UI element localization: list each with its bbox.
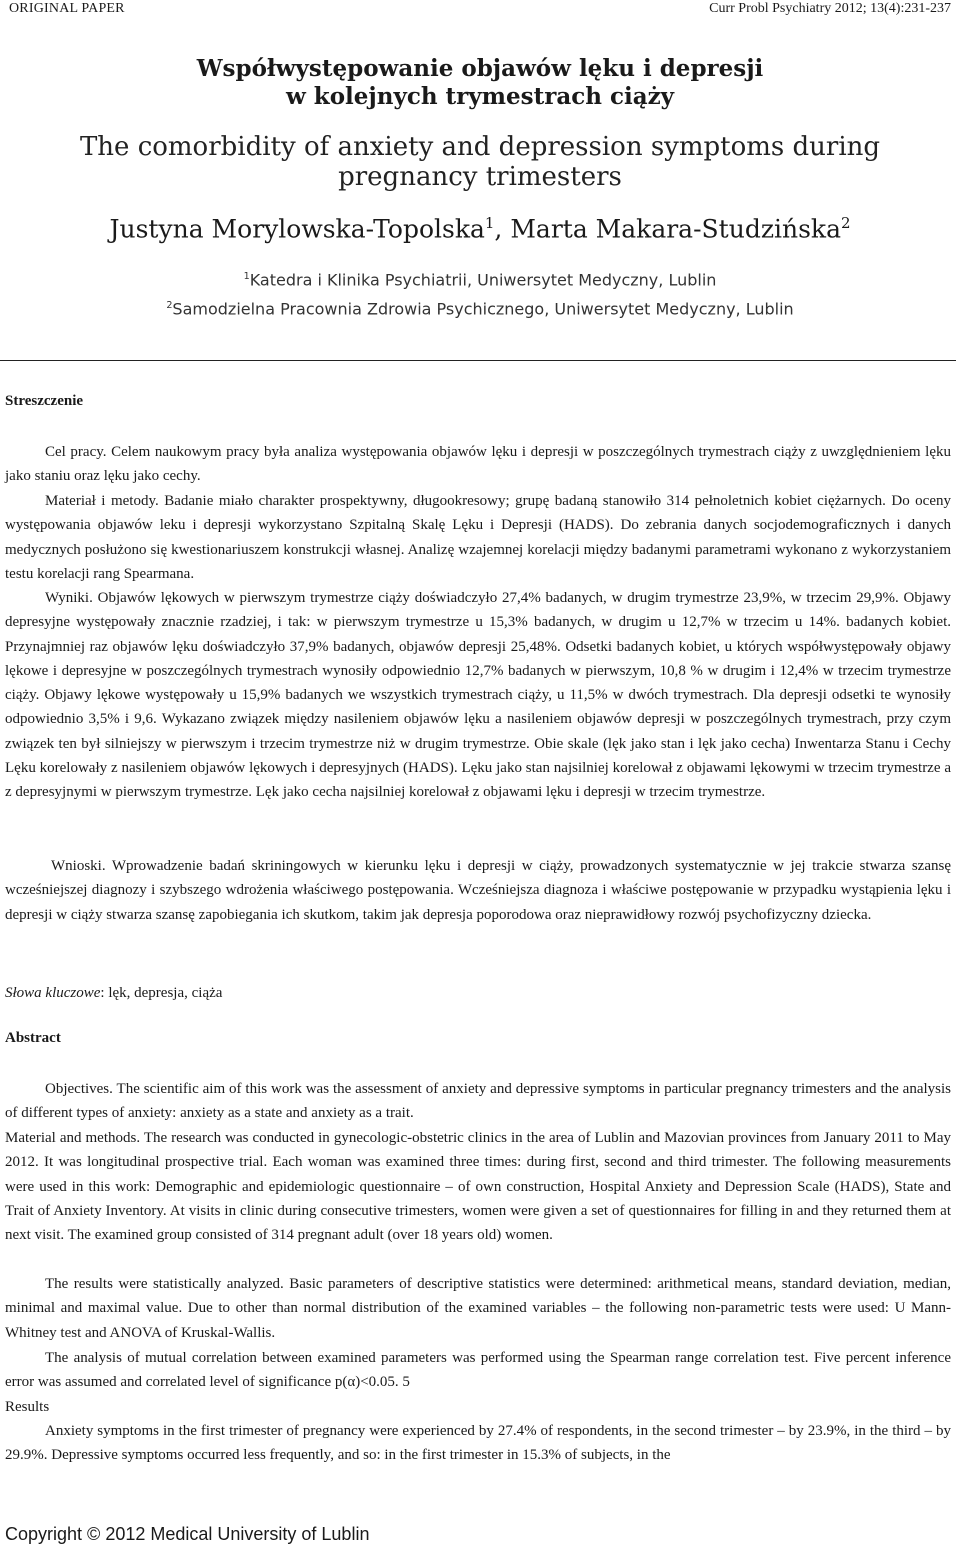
journal-citation: Curr Probl Psychiatry 2012; 13(4):231-237 xyxy=(709,1,951,16)
abstract-statistics-text: The results were statistically analyzed. Basic parameters of descriptive statistics were determined: arithmetical means, standard deviation, median, minimal and maximal value. Due to other than normal distribution of the examined variables – the following non-parametric tests were used: U Mann-Whitney test and ANOVA of Kruskal-Wallis. xyxy=(5,1276,951,1341)
copyright-icon: © xyxy=(87,1524,101,1544)
streszczenie-methods-text: Materiał i metody. Badanie miało charakter prospektywny, długookresowy; grupę badaną stanowiło 314 pełnoletnich kobiet ciężarnych. Do oceny występowania objawów leku i depresji wykorzystano Szpitalną Skalę Lęku i Depresji (HADS). Do zebrania danych socjodemograficznych i danych medycznych posłużono się kwestionariuszem konstrukcji własnej. Analizę wzajemnej korelacji między badanymi parametrami wykonano z wykorzystaniem testu korelacji rang Spearmana. xyxy=(5,493,951,582)
horizontal-divider xyxy=(0,360,956,361)
abstract-results-heading: Results xyxy=(5,1399,50,1415)
author-list xyxy=(0,208,960,244)
streszczenie-conclusions-paragraph xyxy=(5,854,951,927)
polish-title-line-2: w kolejnych trymestrach ciąży xyxy=(285,83,675,110)
polish-title xyxy=(0,55,960,111)
article-type-label: ORIGINAL PAPER xyxy=(9,1,125,16)
abstract-objectives-paragraph xyxy=(5,1077,951,1126)
abstract-methods-text: Material and methods. The research was conducted in gynecologic-obstetric clinics in the area of Lublin and Mazovian provinces from January 2011 to May 2012. It was longitudinal prospective trial. Each woman was examined three times: during first, second and third trimester. The following measurements were used in this work: Demographic and epidemiologic questionnaire – of own construction, Hospital Anxiety and Depression Scale (HADS), State and Trait of Anxiety Inventory. At visits in clinic during consecutive trimesters, women were given a set of questionnaires for filling in and they returned them at next visit. The examined group consisted of 314 pregnant adult (over 18 years old) women. xyxy=(5,1130,951,1244)
copyright-footer xyxy=(5,1524,369,1545)
streszczenie-conclusions-text: Wnioski. Wprowadzenie badań skriningowych w kierunku lęku i depresji w ciąży, prowadzonych systematycznie w jej trakcie stwarza szansę wcześniejszej diagnozy i szybszego wdrożenia właściwego postępowania. Wcześniejsza diagnoza i właściwe postępowanie w przypadku wystąpienia lęku i depresji w ciąży stwarza szansę zapobiegania ich skutkom, takim jak depresja poporodowa oraz nieprawidłowy rozwój psychofizyczny dziecka. xyxy=(5,858,951,923)
abstract-heading: Abstract xyxy=(5,1030,61,1046)
streszczenie-objective-paragraph xyxy=(5,440,951,489)
keywords-text: : lęk, depresja, ciąża xyxy=(100,985,223,1001)
polish-title-line-1: Współwystępowanie objawów lęku i depresji xyxy=(196,55,764,82)
abstract-methods-paragraph xyxy=(5,1126,951,1247)
abstract-statistics-paragraph xyxy=(5,1272,951,1345)
affiliation-1 xyxy=(0,264,960,293)
streszczenie-results-text: Wyniki. Objawów lękowych w pierwszym trymestrze ciąży doświadczyło 27,4% badanych, w drugim trymestrze 23,9%, w trzecim 29,9%. Objawy depresyjne występowały znacznie rzadziej, i tak: w pierwszym trymestrze u 15,3% badanych, w drugim u 12,7% w trzecim u 14%. badanych kobiet. Przynajmniej raz objawów lęku doświadczyło 37,9% badanych, objawów depresji 25,48%. Odsetki badanych kobiet, u których współwystępowały objawy lękowe i depresyjne w poszczególnych trymestrach wynosiły odpowiednio 12,7% badanych w pierwszym, 10,8 % w drugim i 12,4% w trzecim trymestrze ciąży. Objawy lękowe występowały u 15,9% badanych we wszystkich trymestrach ciąży, u 11,5% w dwóch trymestrach. Dla depresji odsetki te wynosiły odpowiednio 3,5% i 9,6. Wykazano związek między nasileniem objawów lęku a nasileniem objawów depresji w poszczególnych trymestrach, przy czym związek ten był silniejszy w pierwszym i trzecim trymestrze niż w drugim trymestrze. Obie skale (lęk jako stan i lęk jako cecha) Inwentarza Stanu i Cechy Lęku korelowały z nasileniem objawów lękowych i depresyjnych (HADS). Lęku jako stan najsilniej korelował z objawami lękowymi w trzecim trymestrze a z depresyjnymi w pierwszym trymestrze. Lęk jako cecha najsilniej korelował z objawami lęku i depresji w trzecim trymestrze. xyxy=(5,590,951,801)
streszczenie-results-paragraph xyxy=(5,586,951,805)
affiliation-2-text: Samodzielna Pracownia Zdrowia Psychicznego, Uniwersytet Medyczny, Lublin xyxy=(172,299,794,319)
keywords-label: Słowa kluczowe xyxy=(5,985,101,1001)
streszczenie-heading: Streszczenie xyxy=(5,393,84,409)
english-title-line-1: The comorbidity of anxiety and depression symptoms during xyxy=(79,132,881,162)
english-title xyxy=(0,132,960,192)
affiliation-1-marker: 1 xyxy=(243,271,250,282)
affiliation-2-marker: 2 xyxy=(166,300,173,312)
author-2-affiliation-marker: 2 xyxy=(840,214,851,232)
author-1-affiliation-marker: 1 xyxy=(484,214,495,232)
abstract-objectives-text: Objectives. The scientific aim of this work was the assessment of anxiety and depressive symptoms in particular pregnancy trimesters and the analysis of different types of anxiety: anxiety as a state and anxiety as a trait. xyxy=(5,1081,951,1122)
abstract-correlation-paragraph xyxy=(5,1346,951,1395)
author-2-name: Marta Makara-Studzińska xyxy=(510,214,841,244)
english-title-line-2: pregnancy trimesters xyxy=(338,162,622,192)
affiliation-1-text: Katedra i Klinika Psychiatrii, Uniwersytet Medyczny, Lublin xyxy=(249,270,717,290)
author-1-name: Justyna Morylowska-Topolska xyxy=(109,214,485,244)
author-separator: , xyxy=(494,214,511,244)
keywords-line xyxy=(5,981,951,1005)
copyright-suffix: 2012 Medical University of Lublin xyxy=(100,1524,370,1544)
abstract-results-text: Anxiety symptoms in the first trimester of pregnancy were experienced by 27.4% of respondents, in the second trimester – by 23.9%, in the third – by 29.9%. Depressive symptoms occurred less frequently, and so: in the first trimester in 15.3% of subjects, in the xyxy=(5,1423,951,1464)
streszczenie-objective-text: Cel pracy. Celem naukowym pracy była analiza występowania objawów lęku i depresji w poszczególnych trymestrach ciąży z uwzględnieniem lęku jako staniu oraz lęku jako cechy. xyxy=(5,444,951,485)
abstract-results-paragraph xyxy=(5,1419,951,1468)
abstract-correlation-text: The analysis of mutual correlation between examined parameters was performed using the Spearman range correlation test. Five percent inference error was assumed and correlated level of significance p(α)<0.05. 5 xyxy=(5,1350,951,1391)
affiliations xyxy=(0,264,960,323)
affiliation-2 xyxy=(0,293,960,322)
streszczenie-methods-paragraph xyxy=(5,489,951,586)
copyright-prefix: Copyright xyxy=(5,1524,88,1544)
